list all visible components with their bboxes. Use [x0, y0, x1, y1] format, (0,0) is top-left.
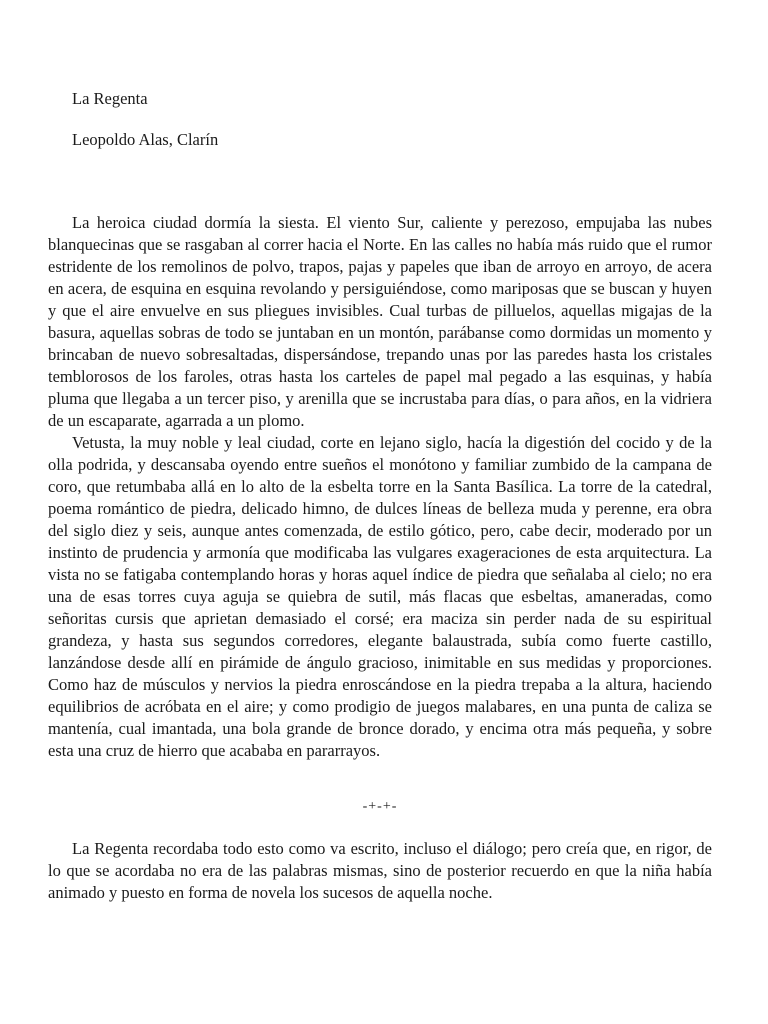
document-title: La Regenta	[72, 89, 148, 108]
body-paragraph: Vetusta, la muy noble y leal ciudad, corte en lejano siglo, hacía la digestión del cocido y de la olla podrida, y descansaba oyendo entre sueños el monótono y familiar zumbido de la campana de coro, que retumbaba allá en lo alto de la esbelta torre en la Santa Basílica. La torre de la catedral, poema romántico de piedra, delicado himno, de dulces líneas de belleza muda y perenne, era obra del siglo diez y seis, aunque antes comenzada, de estilo gótico, pero, cabe decir, moderado por un instinto de prudencia y armonía que modificaba las vulgares exageraciones de esta arquitectura. La vista no se fatigaba contemplando horas y horas aquel índice de piedra que señalaba al cielo; no era una de esas torres cuya aguja se quiebra de sutil, más flacas que esbeltas, amaneradas, como señoritas cursis que aprietan demasiado el corsé; era maciza sin perder nada de su espiritual grandeza, y hasta sus segundos corredores, elegante balaustrada, subía como fuerte castillo, lanzándose desde allí en pirámide de ángulo gracioso, inimitable en sus medidas y proporciones. Como haz de músculos y nervios la piedra enroscándose en la piedra trepaba a la altura, haciendo equilibrios de acróbata en el aire; y como prodigio de juegos malabares, en una punta de caliza se mantenía, cual imantada, una bola grande de bronce dorado, y encima otra más pequeña, y sobre esta una cruz de hierro que acababa en pararrayos.	[48, 433, 712, 760]
document-body-continued	[48, 838, 712, 904]
body-paragraph: La heroica ciudad dormía la siesta. El viento Sur, caliente y perezoso, empujaba las nubes blanquecinas que se rasgaban al correr hacia el Norte. En las calles no había más ruido que el rumor estridente de los remolinos de polvo, trapos, pajas y papeles que iban de arroyo en arroyo, de acera en acera, de esquina en esquina revolando y persiguiéndose, como mariposas que se buscan y huyen y que el aire envuelve en sus pliegues invisibles. Cual turbas de pilluelos, aquellas migajas de la basura, aquellas sobras de todo se juntaban en un montón, parábanse como dormidas un momento y brincaban de nuevo sobresaltadas, dispersándose, trepando unas por las paredes hasta los cristales temblorosos de los faroles, otras hasta los carteles de papel mal pegado a las esquinas, y había pluma que llegaba a un tercer piso, y arenilla que se incrustaba para días, o para años, en la vidriera de un escaparate, agarrada a un plomo.	[48, 213, 712, 430]
document-page	[48, 0, 712, 1024]
document-body	[48, 212, 712, 762]
section-separator: -+-+-	[362, 799, 398, 814]
body-paragraph: La Regenta recordaba todo esto como va escrito, incluso el diálogo; pero creía que, en rigor, de lo que se acordaba no era de las palabras mismas, sino de posterior recuerdo en que la niña había animado y puesto en forma de novela los sucesos de aquella noche.	[48, 839, 712, 902]
document-author: Leopoldo Alas, Clarín	[72, 130, 219, 149]
